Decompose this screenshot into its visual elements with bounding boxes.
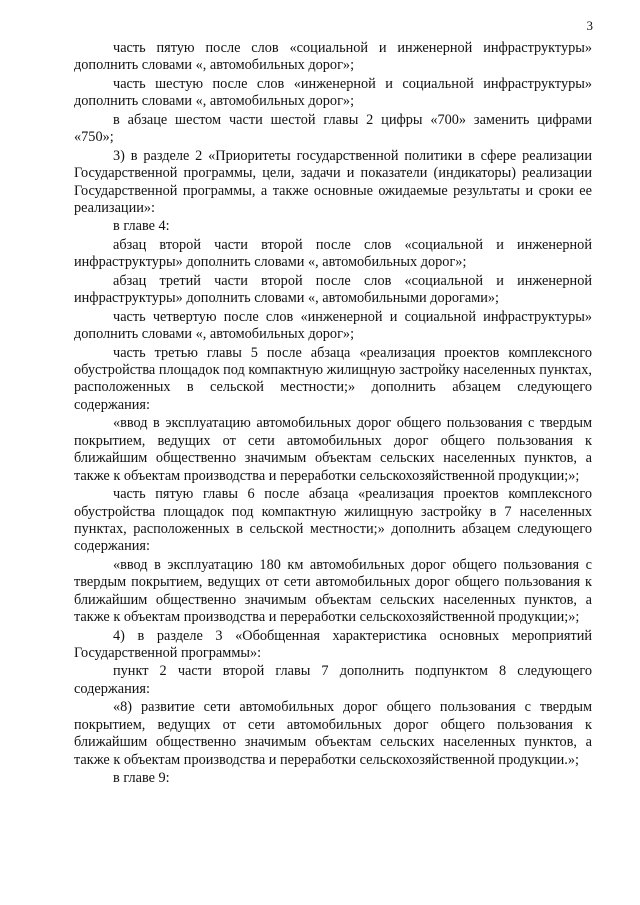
paragraph: часть пятую после слов «социальной и инженерной инфраструктуры» дополнить словами «, автомобильных дорог»;	[74, 40, 592, 74]
paragraph: «8) развитие сети автомобильных дорог общего пользования с твердым покрытием, ведущих от сети автомобильных дорог общего пользования к ближайшим общественно значимым объектам сельских населенных пунктов, а также к объектам производства и переработки сельскохозяйственной продукции.»;	[74, 699, 592, 768]
paragraph: в главе 4:	[113, 218, 170, 235]
paragraph: в главе 9:	[113, 770, 170, 787]
paragraph: «ввод в эксплуатацию 180 км автомобильных дорог общего пользования с твердым покрытием, ведущих от сети автомобильных дорог общего пользования к ближайшим общественно значимым объектам сельских населенных пунктов, а также к объектам производства и переработки сельскохозяйственной продукции;»;	[74, 556, 592, 626]
paragraph: абзац второй части второй после слов «социальной и инженерной инфраструктуры» дополнить словами «, автомобильных дорог»;	[74, 236, 592, 271]
paragraph: 3) в разделе 2 «Приоритеты государственной политики в сфере реализации Государственной программы, цели, задачи и показатели (индикаторы) реализации Государственной программы, а также основные ожидаемые результаты и сроки ее реализации»:	[74, 147, 592, 216]
paragraph: абзац третий части второй после слов «социальной и инженерной инфраструктуры» дополнить словами «, автомобильными дорогами»;	[74, 272, 592, 307]
paragraph: пункт 2 части второй главы 7 дополнить подпунктом 8 следующего содержания:	[74, 663, 592, 697]
paragraph: часть четвертую после слов «инженерной и социальной инфраструктуры» дополнить словами «, автомобильных дорог»;	[74, 308, 592, 343]
paragraph: 4) в разделе 3 «Обобщенная характеристика основных мероприятий Государственной программы»:	[74, 627, 592, 661]
paragraph: «ввод в эксплуатацию автомобильных дорог общего пользования с твердым покрытием, ведущих от сети автомобильных дорог общего пользования к ближайшим общественно значимым объектам сельских населенных пунктов, а также к объектам производства и переработки сельскохозяйственной продукции;»;	[74, 415, 592, 484]
paragraph: часть шестую после слов «инженерной и социальной инфраструктуры» дополнить словами «, автомобильных дорог»;	[74, 75, 592, 110]
paragraph: в абзаце шестом части шестой главы 2 цифры «700» заменить цифрами «750»;	[74, 111, 592, 146]
paragraph: часть пятую главы 6 после абзаца «реализация проектов комплексного обустройства площадок под компактную жилищную застройку в 7 населенных пунктах, расположенных в сельской местности;» дополнить абзацем следующего содержания:	[74, 486, 592, 555]
paragraph: часть третью главы 5 после абзаца «реализация проектов комплексного обустройства площадок под компактную жилищную застройку населенных пунктах, расположенных в сельской местности;» дополнить абзацем следующего содержания:	[74, 344, 592, 413]
document-body	[74, 40, 592, 789]
page-number: 3	[586, 18, 593, 33]
